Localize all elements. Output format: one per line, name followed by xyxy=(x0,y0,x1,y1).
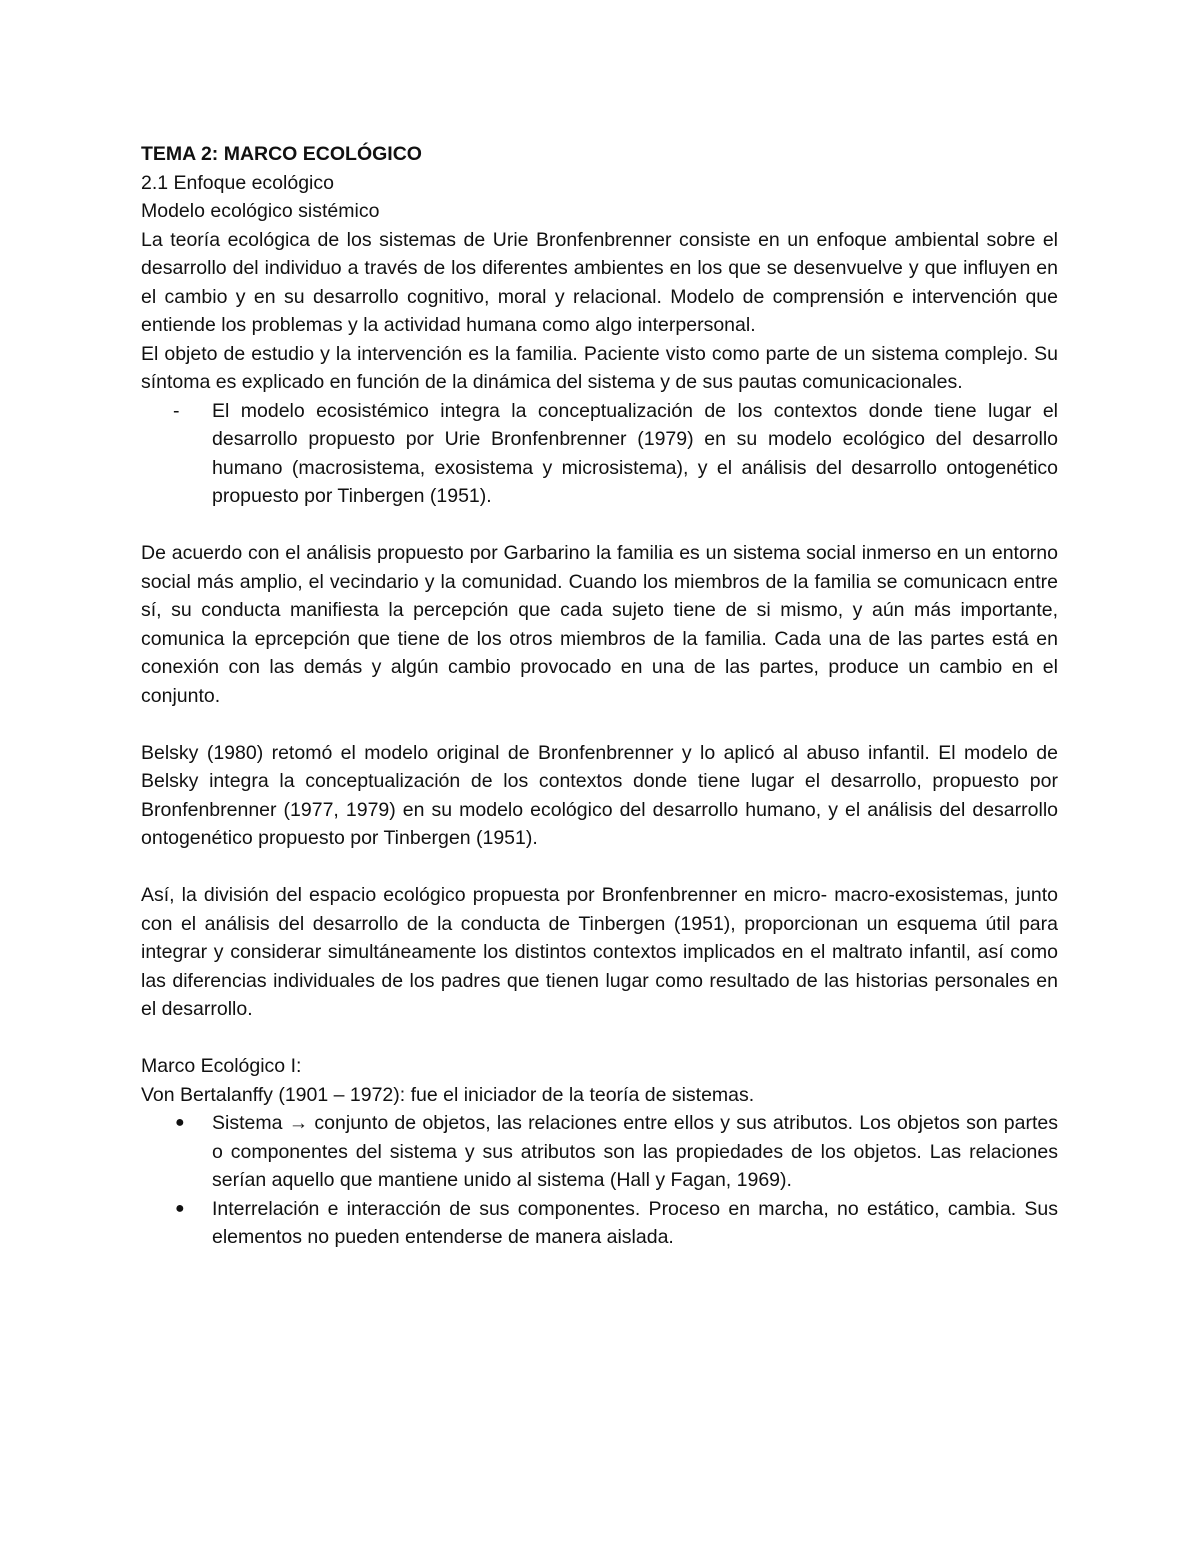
dash-item-text: El modelo ecosistémico integra la conceptualización de los contextos donde tiene lugar el desarrollo propuesto por Urie Bronfenbrenner (1979) en su modelo ecológico del desarrollo humano (macrosistema, exosistema y microsistema), y el análisis del desarrollo ontogenético propuesto por Tinbergen (1951). xyxy=(212,399,1058,507)
bullet-icon: ● xyxy=(175,1114,185,1131)
document-title: TEMA 2: MARCO ECOLÓGICO xyxy=(141,143,422,165)
paragraph-objeto-estudio: El objeto de estudio y la intervención es la familia. Paciente visto como parte de un sistema complejo. Su síntoma es explicado en función de la dinámica del sistema y de sus pautas comunicacionales. xyxy=(141,342,1058,393)
paragraph-bronfenbrenner: La teoría ecológica de los sistemas de Urie Bronfenbrenner consiste en un enfoque ambiental sobre el desarrollo del individuo a través de los diferentes ambientes en los que se desenvuelve y que influyen en el cambio y en su desarrollo cognitivo, moral y relacional. Modelo de comprensión e intervención que entiende los problemas y la actividad humana como algo interpersonal. xyxy=(141,228,1058,336)
marco-heading: Marco Ecológico I: xyxy=(141,1055,302,1077)
paragraph-garbarino: De acuerdo con el análisis propuesto por Garbarino la familia es un sistema social inmerso en un entorno social más amplio, el vecindario y la comunidad. Cuando los miembros de la familia se comunicacn entre sí, su conducta manifiesta la percepción que cada sujeto tiene de si mismo, y aún más importante, comunica la eprcepción que tiene de los otros miembros de la familia. Cada una de las partes está en conexión con las demás y algún cambio provocado en una de las partes, produce un cambio en el conjunto. xyxy=(141,542,1058,707)
bullet-item-text: Interrelación e interacción de sus componentes. Proceso en marcha, no estático, cambia. Sus elementos no pueden entenderse de manera aislada. xyxy=(212,1197,1058,1248)
dash-marker: - xyxy=(173,399,180,422)
paragraph-belsky: Belsky (1980) retomó el modelo original de Bronfenbrenner y lo aplicó al abuso infantil. El modelo de Belsky integra la conceptualización de los contextos donde tiene lugar el desarrollo, propuesto por Bronfenbrenner (1977, 1979) en su modelo ecológico del desarrollo humano, y el análisis del desarrollo ontogenético propuesto por Tinbergen (1951). xyxy=(141,741,1058,849)
section-heading: 2.1 Enfoque ecológico xyxy=(141,171,334,194)
bullet-icon: ● xyxy=(175,1199,185,1217)
paragraph-division-espacio: Así, la división del espacio ecológico propuesta por Bronfenbrenner en micro- macro-exosistemas, junto con el análisis del desarrollo de la conducta de Tinbergen (1951), proporcionan un esquema útil para integrar y considerar simultáneamente los distintos contextos implicados en el maltrato infantil, así como las diferencias individuales de los padres que tienen lugar como resultado de las historias personales en el desarrollo. xyxy=(141,884,1058,1020)
bullet-list-item xyxy=(141,1109,1058,1195)
bertalanffy-line: Von Bertalanffy (1901 – 1972): fue el iniciador de la teoría de sistemas. xyxy=(141,1083,755,1106)
subsection-heading: Modelo ecológico sistémico xyxy=(141,200,380,222)
document-page xyxy=(141,140,1058,1252)
spacer xyxy=(141,710,1058,739)
dash-list-item xyxy=(141,397,1058,511)
spacer xyxy=(141,511,1058,540)
spacer xyxy=(141,853,1058,882)
bullet-item-text: Sistema → conjunto de objetos, las relaciones entre ellos y sus atributos. Los objetos son partes o componentes del sistema y sus atributos son las propiedades de los objetos. Las relaciones serían aquello que mantiene unido al sistema (Hall y Fagan, 1969). xyxy=(212,1112,1058,1191)
spacer xyxy=(141,1024,1058,1053)
bullet-list-item xyxy=(141,1195,1058,1252)
